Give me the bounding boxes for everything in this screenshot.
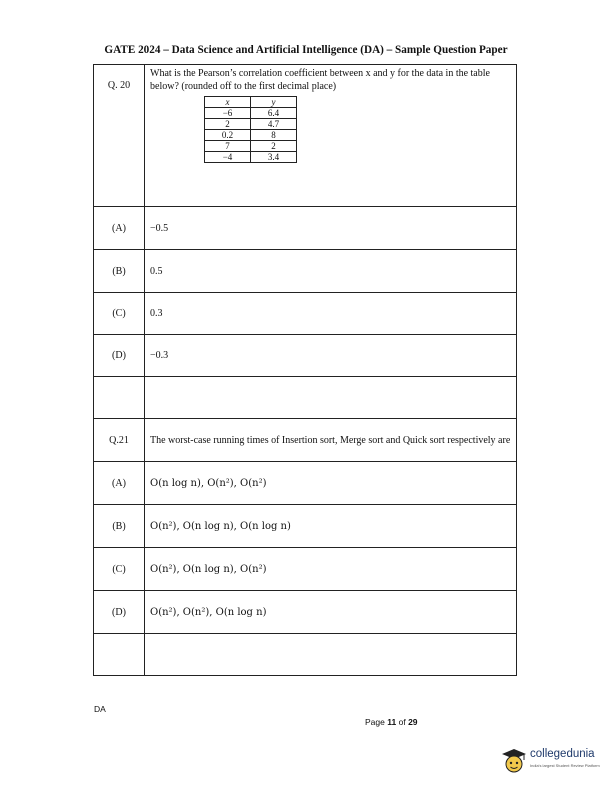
option-text: O(n²), O(n log n), O(n log n) — [145, 505, 517, 548]
page-of: of — [398, 717, 406, 727]
question-text: What is the Pearson’s correlation coefficient between x and y for the data in the table below? (rounded off to the first decimal place) — [150, 68, 490, 92]
table-cell: −6 — [205, 108, 251, 119]
table-cell: −4 — [205, 152, 251, 163]
table-cell: 6.4 — [251, 108, 297, 119]
table-row — [205, 108, 297, 119]
table-cell: 3.4 — [251, 152, 297, 163]
page-prefix: Page — [365, 717, 385, 727]
paper-code: DA — [94, 704, 106, 714]
option-label: (A) — [94, 207, 145, 250]
table-cell: 0.2 — [205, 130, 251, 141]
logo-tagline: India's largest Student Review Platform — [530, 763, 600, 768]
option-label: (D) — [94, 335, 145, 377]
question-table — [93, 64, 517, 676]
table-row — [205, 152, 297, 163]
page-number — [365, 717, 418, 727]
question-number: Q.21 — [94, 419, 145, 462]
option-label: (A) — [94, 462, 145, 505]
option-text: 0.5 — [145, 250, 517, 293]
table-cell: 4.7 — [251, 119, 297, 130]
empty-cell — [145, 377, 517, 419]
page-current: 11 — [387, 717, 397, 727]
option-text: O(n²), O(n log n), O(n²) — [145, 548, 517, 591]
table-cell: 7 — [205, 141, 251, 152]
table-cell: 2 — [205, 119, 251, 130]
column-header: y — [251, 97, 297, 108]
empty-cell — [94, 377, 145, 419]
question-cell — [145, 65, 517, 207]
logo-name: collegedunia — [530, 748, 595, 760]
option-label: (B) — [94, 250, 145, 293]
table-cell: 2 — [251, 141, 297, 152]
option-text: −0.3 — [145, 335, 517, 377]
option-label: (D) — [94, 591, 145, 634]
empty-cell — [145, 634, 517, 676]
graduate-icon — [500, 746, 528, 776]
option-label: (B) — [94, 505, 145, 548]
option-label: (C) — [94, 548, 145, 591]
page-total: 29 — [408, 717, 418, 727]
option-text: 0.3 — [145, 293, 517, 335]
collegedunia-logo — [500, 746, 612, 778]
table-row — [205, 119, 297, 130]
option-label: (C) — [94, 293, 145, 335]
data-table — [204, 96, 297, 163]
table-row — [205, 141, 297, 152]
table-row — [205, 130, 297, 141]
table-cell: 8 — [251, 130, 297, 141]
empty-cell — [94, 634, 145, 676]
column-header: x — [205, 97, 251, 108]
option-text: O(n log n), O(n²), O(n²) — [145, 462, 517, 505]
page-header: GATE 2024 – Data Science and Artificial Intelligence (DA) – Sample Question Paper — [104, 44, 508, 56]
question-number: Q. 20 — [94, 65, 145, 207]
question-text: The worst-case running times of Insertion sort, Merge sort and Quick sort respectively are — [145, 419, 517, 462]
option-text: −0.5 — [145, 207, 517, 250]
option-text: O(n²), O(n²), O(n log n) — [145, 591, 517, 634]
